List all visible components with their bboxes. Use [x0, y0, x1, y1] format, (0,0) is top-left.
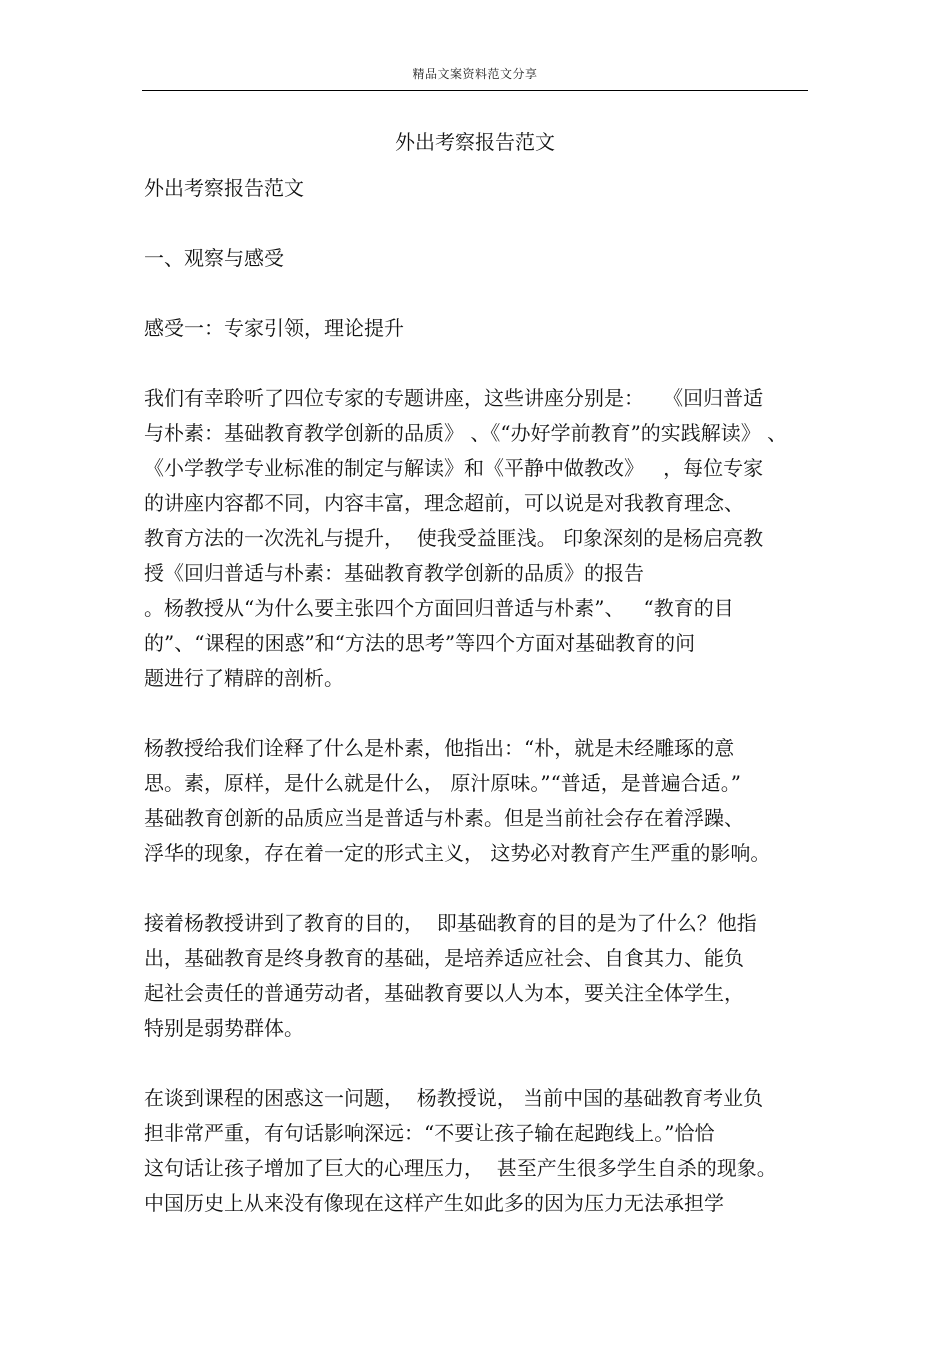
paragraph-line: 特别是弱势群体。	[144, 1016, 304, 1040]
paragraph-line: 授《回归普适与朴素：基础教育教学创新的品质》的报告	[144, 561, 644, 585]
paragraph-line: 题进行了精辟的剖析。	[144, 666, 344, 690]
header-rule	[142, 90, 808, 91]
section-heading: 一、观察与感受	[144, 246, 284, 270]
paragraph-line: 基础教育创新的品质应当是普适与朴素。但是当前社会存在着浮躁、	[144, 806, 744, 830]
subsection-heading: 感受一：专家引领，理论提升	[144, 316, 404, 340]
paragraph-line: 我们有幸聆听了四位专家的专题讲座，这些讲座分别是： 《回归普适	[144, 386, 764, 410]
paragraph-line: 担非常严重，有句话影响深远：“不要让孩子输在起跑线上。”恰恰	[144, 1121, 715, 1145]
document-title: 外出考察报告范文	[395, 130, 555, 154]
paragraph-line: 中国历史上从来没有像现在这样产生如此多的因为压力无法承担学	[144, 1191, 724, 1215]
paragraph-line: 这句话让孩子增加了巨大的心理压力， 甚至产生很多学生自杀的现象。	[144, 1156, 777, 1180]
paragraph-line: 在谈到课程的困惑这一问题， 杨教授说， 当前中国的基础教育考业负	[144, 1086, 764, 1110]
document-subtitle: 外出考察报告范文	[144, 176, 304, 200]
paragraph-line: 杨教授给我们诠释了什么是朴素，他指出：“朴，就是未经雕琢的意	[144, 736, 735, 760]
paragraph-line: 思。素，原样，是什么就是什么， 原汁原味。”“普适，是普遍合适。”	[144, 771, 742, 795]
paragraph-line: 教育方法的一次洗礼与提升， 使我受益匪浅。 印象深刻的是杨启亮教	[144, 526, 764, 550]
paragraph-line: 起社会责任的普通劳动者，基础教育要以人为本，要关注全体学生，	[144, 981, 744, 1005]
paragraph-line: 。杨教授从“为什么要主张四个方面回归普适与朴素”、 “教育的目	[144, 596, 734, 620]
paragraph-line: 与朴素：基础教育教学创新的品质》 、《“办好学前教育”的实践解读》 、	[144, 421, 788, 445]
running-header: 精品文案资料范文分享	[412, 67, 538, 81]
paragraph-line: 的讲座内容都不同，内容丰富，理念超前，可以说是对我教育理念、	[144, 491, 744, 515]
paragraph-line: 的”、“课程的困惑”和“方法的思考”等四个方面对基础教育的问	[144, 631, 696, 655]
paragraph-line: 《小学教学专业标准的制定与解读》和《平静中做教改》 ，每位专家	[144, 456, 764, 480]
paragraph-line: 接着杨教授讲到了教育的目的， 即基础教育的目的是为了什么？他指	[144, 911, 757, 935]
paragraph-line: 浮华的现象，存在着一定的形式主义， 这势必对教育产生严重的影响。	[144, 841, 771, 865]
paragraph-line: 出，基础教育是终身教育的基础，是培养适应社会、自食其力、能负	[144, 946, 744, 970]
